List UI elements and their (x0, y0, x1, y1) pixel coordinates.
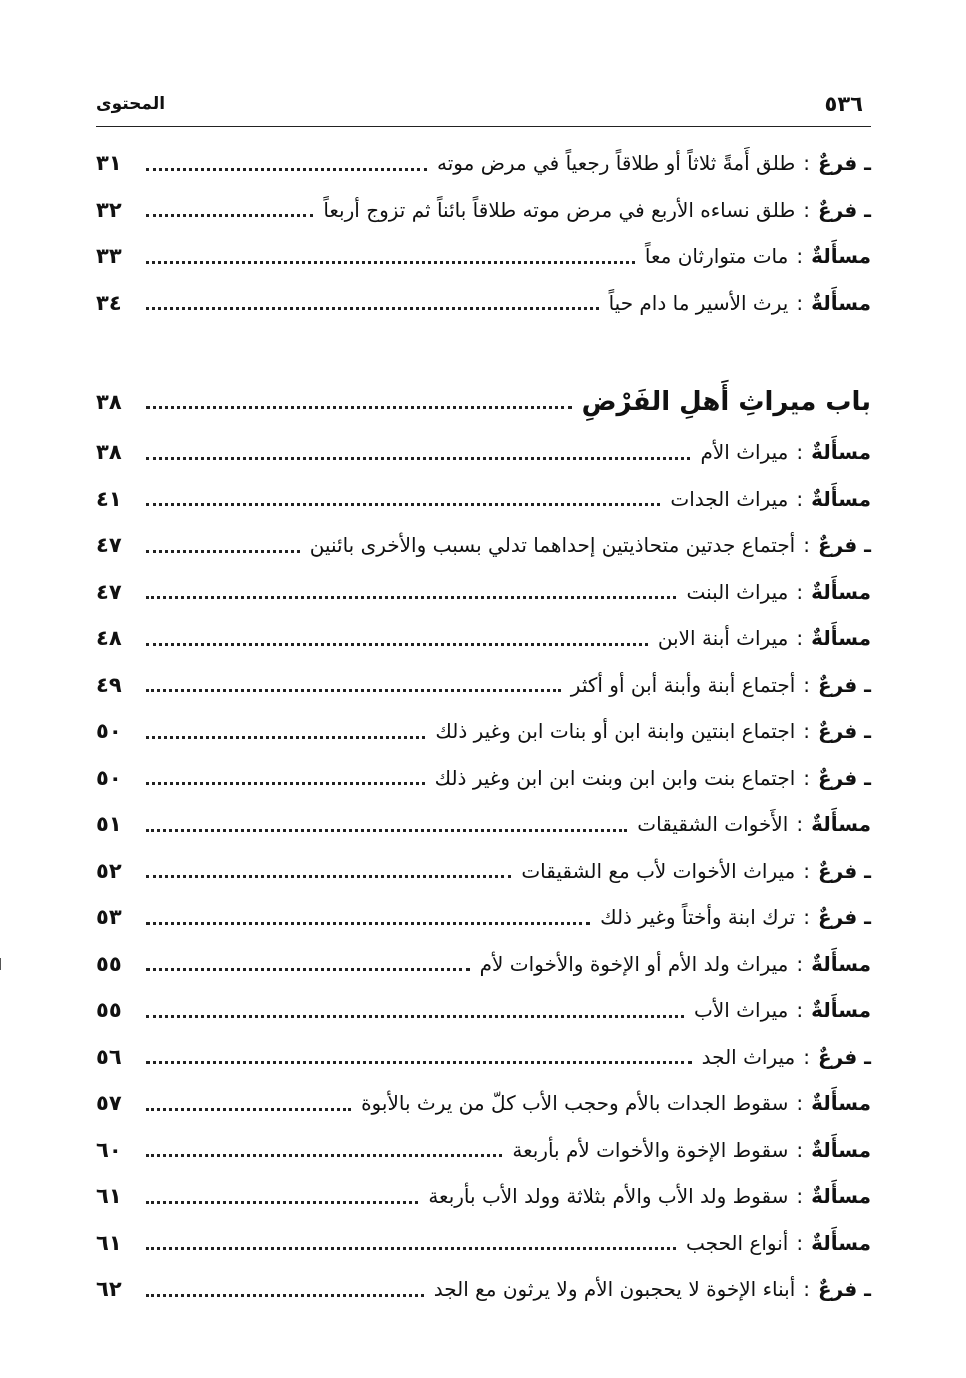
dot-leader (146, 643, 648, 646)
toc-entry-text (512, 1138, 871, 1162)
label-separator: : (796, 486, 804, 511)
label-separator: : (796, 290, 804, 315)
toc-row (96, 1220, 871, 1267)
entry-title: ميراث الأخوات لأب مع الشقيقات (521, 858, 796, 883)
entry-page-number: ٦١ (96, 1230, 122, 1255)
entry-title: اجتماع ابنتين وابنة ابن أو بنات ابن وغير ذلك (435, 719, 796, 744)
branch-label: ـ فرعٌ (818, 858, 871, 883)
entry-title: أبناء الإخوة لا يحجبون الأم ولا يرثون مع الجد (433, 1277, 796, 1302)
entry-page-number: ٥٠ (96, 765, 122, 790)
toc-entry-text (670, 487, 871, 511)
label-separator: : (803, 1044, 810, 1069)
dot-leader (146, 261, 635, 264)
entry-page-number: ٣٣ (96, 244, 122, 269)
toc-row (96, 280, 871, 327)
toc-row (96, 429, 871, 476)
issue-label: مسأَلةٌ (811, 812, 871, 837)
toc-row (96, 848, 871, 895)
entry-page-number: ٥٦ (96, 1044, 122, 1069)
toc-entry-text (521, 859, 871, 883)
dot-leader (146, 1294, 424, 1297)
label-separator: : (796, 1230, 804, 1255)
issue-label: مسأَلةٌ (811, 1137, 871, 1162)
label-separator: : (803, 197, 810, 222)
label-separator: : (796, 998, 804, 1023)
label-separator: : (803, 905, 810, 930)
toc-entry-text (686, 580, 871, 604)
dot-leader (146, 922, 590, 925)
entry-title: ترك ابنة وأختاً وغير ذلك (600, 905, 796, 930)
dot-leader (146, 1015, 684, 1018)
toc-row (96, 894, 871, 941)
entry-page-number: ٤٧ (96, 579, 122, 604)
issue-label: مسأَلةٌ (811, 998, 871, 1023)
issue-label: مسأَلةٌ (811, 1184, 871, 1209)
issue-label: مسأَلةٌ (811, 951, 871, 976)
entry-page-number: ٣٨ (96, 440, 122, 465)
dot-leader (146, 168, 427, 171)
label-separator: : (803, 1277, 810, 1302)
label-separator: : (803, 151, 810, 176)
label-separator: : (803, 672, 810, 697)
entry-page-number: ٥١ (96, 812, 122, 837)
toc-row (96, 987, 871, 1034)
dot-leader (146, 689, 561, 692)
dot-leader (146, 1154, 502, 1157)
entry-page-number: ٦٢ (96, 1277, 122, 1302)
entry-title: ميراث الجد (701, 1044, 796, 1069)
toc-entry-text (645, 244, 871, 268)
dot-leader (146, 782, 425, 785)
entry-page-number: ٥٣ (96, 905, 122, 930)
entry-title: ميراث الجدات (670, 486, 789, 511)
label-separator: : (803, 533, 810, 558)
dot-leader (146, 457, 690, 460)
toc-row (96, 187, 871, 234)
branch-label: ـ فرعٌ (818, 672, 871, 697)
branch-label: ـ فرعٌ (818, 151, 871, 176)
toc-entry-text (571, 673, 871, 697)
page-number: ٥٣٦ (824, 92, 863, 116)
entry-page-number: ٥٥ (96, 951, 122, 976)
toc-row (96, 941, 871, 988)
margin-mark (0, 958, 5, 970)
entry-page-number: ٣٨ (96, 389, 122, 414)
issue-label: مسأَلةٌ (811, 1230, 871, 1255)
entry-title: أجتماع أبنة وأبنة أبن أو أكثر (570, 672, 796, 697)
toc-row (96, 801, 871, 848)
toc-entry-text (437, 151, 871, 175)
entry-title: يرث الأسير ما دام حياً (608, 290, 789, 315)
dot-leader (146, 550, 300, 553)
dot-leader (146, 1201, 418, 1204)
entry-page-number: ٤١ (96, 486, 122, 511)
entry-page-number: ٥٧ (96, 1091, 122, 1116)
label-separator: : (796, 951, 804, 976)
label-separator: : (803, 719, 810, 744)
toc-entry-text (609, 291, 871, 315)
entry-title: سقوط ولد الأب والأم بثلاثة وولد الأب بأربعة (428, 1184, 789, 1209)
label-separator: : (796, 579, 804, 604)
toc-row (96, 1034, 871, 1081)
toc-entry-text (702, 1045, 871, 1069)
toc-entry-text (600, 905, 871, 929)
toc-entry-text (582, 387, 871, 417)
toc-entry-text (310, 533, 871, 557)
toc-row (96, 708, 871, 755)
issue-label: مسأَلةٌ (811, 244, 871, 269)
issue-label: مسأَلةٌ (811, 1091, 871, 1116)
label-separator: : (803, 858, 810, 883)
toc-entry-text (323, 198, 871, 222)
branch-label: ـ فرعٌ (818, 1277, 871, 1302)
toc-row (96, 140, 871, 187)
entry-page-number: ٣٤ (96, 290, 122, 315)
dot-leader (146, 875, 511, 878)
entry-title: أنواع الحجب (685, 1230, 789, 1255)
label-separator: : (796, 626, 804, 651)
branch-label: ـ فرعٌ (818, 765, 871, 790)
entry-title: سقوط الإخوة والأخوات لأم بأربعة (512, 1137, 789, 1162)
toc-row (96, 615, 871, 662)
dot-leader (146, 829, 627, 832)
dot-leader (146, 1061, 692, 1064)
issue-label: مسأَلةٌ (811, 290, 871, 315)
toc-chapter-row (96, 374, 871, 429)
branch-label: ـ فرعٌ (818, 905, 871, 930)
table-of-contents (96, 140, 871, 1313)
chapter-title: باب ميراثِ أَهلِ الفَرْضِ (581, 386, 871, 417)
entry-title: سقوط الجدات بالأم وحجب الأب كلّ من يرث بالأبوة (361, 1091, 789, 1116)
branch-label: ـ فرعٌ (818, 1044, 871, 1069)
page-title: المحتوى (96, 94, 166, 114)
entry-page-number: ٥٢ (96, 858, 122, 883)
entry-page-number: ٣١ (96, 151, 122, 176)
toc-row (96, 569, 871, 616)
toc-entry-text (435, 719, 871, 743)
entry-page-number: ٦١ (96, 1184, 122, 1209)
branch-label: ـ فرعٌ (818, 719, 871, 744)
entry-page-number: ٤٨ (96, 626, 122, 651)
toc-entry-text (480, 952, 871, 976)
issue-label: مسأَلةٌ (811, 440, 871, 465)
toc-entry-text (428, 1184, 871, 1208)
entry-page-number: ٤٧ (96, 533, 122, 558)
toc-entry-text (435, 766, 871, 790)
entry-title: اجتماع بنت وابن ابن وبنت ابن ابن وغير ذلك (434, 765, 796, 790)
entry-page-number: ٥٥ (96, 998, 122, 1023)
page-header (96, 92, 871, 127)
toc-row (96, 1173, 871, 1220)
toc-row (96, 1080, 871, 1127)
dot-leader (146, 596, 676, 599)
entry-title: ميراث الأب (694, 998, 789, 1023)
entry-title: ميراث أبنة الابن (657, 626, 789, 651)
dot-leader (146, 1247, 676, 1250)
entry-page-number: ٤٩ (96, 672, 122, 697)
toc-entry-text (694, 998, 871, 1022)
entry-title: ميراث الأم (700, 440, 789, 465)
toc-row (96, 755, 871, 802)
entry-page-number: ٣٢ (96, 197, 122, 222)
dot-leader (146, 968, 470, 971)
toc-entry-text (700, 440, 871, 464)
toc-entry-text (434, 1277, 871, 1301)
toc-entry-text (686, 1231, 871, 1255)
entry-page-number: ٥٠ (96, 719, 122, 744)
dot-leader (146, 406, 572, 409)
label-separator: : (803, 765, 810, 790)
entry-title: مات متوارثان معاً (644, 244, 789, 269)
branch-label: ـ فرعٌ (818, 197, 871, 222)
toc-row (96, 522, 871, 569)
label-separator: : (796, 1184, 804, 1209)
label-separator: : (796, 1091, 804, 1116)
label-separator: : (796, 244, 804, 269)
toc-entry-text (637, 812, 871, 836)
branch-label: ـ فرعٌ (818, 533, 871, 558)
toc-row (96, 1266, 871, 1313)
dot-leader (146, 214, 313, 217)
label-separator: : (796, 440, 804, 465)
entry-title: ميراث ولد الأم أو الإخوة والأخوات لأم (479, 951, 789, 976)
toc-row (96, 233, 871, 280)
dot-leader (146, 307, 599, 310)
label-separator: : (796, 812, 804, 837)
issue-label: مسأَلةٌ (811, 579, 871, 604)
entry-title: أجتماع جدتين متحاذيتين إحداهما تدلي بسبب والأخرى بائنين (309, 533, 796, 558)
entry-title: ميراث البنت (686, 579, 789, 604)
dot-leader (146, 503, 660, 506)
toc-row (96, 662, 871, 709)
issue-label: مسأَلةٌ (811, 626, 871, 651)
label-separator: : (796, 1137, 804, 1162)
toc-row (96, 1127, 871, 1174)
toc-entry-text (361, 1091, 871, 1115)
dot-leader (146, 1108, 351, 1111)
toc-entry-text (658, 626, 871, 650)
dot-leader (146, 736, 425, 739)
toc-row (96, 476, 871, 523)
entry-title: طلق نساءه الأربع في مرض موته طلاقاً بائناً ثم تزوج أربعاً (323, 197, 796, 222)
entry-title: طلق أَمةً ثلاثاً أو طلاقاً رجعياً في مرض موته (437, 151, 796, 176)
entry-title: الأَخوات الشقيقات (637, 812, 789, 837)
entry-page-number: ٦٠ (96, 1137, 122, 1162)
issue-label: مسأَلةٌ (811, 486, 871, 511)
